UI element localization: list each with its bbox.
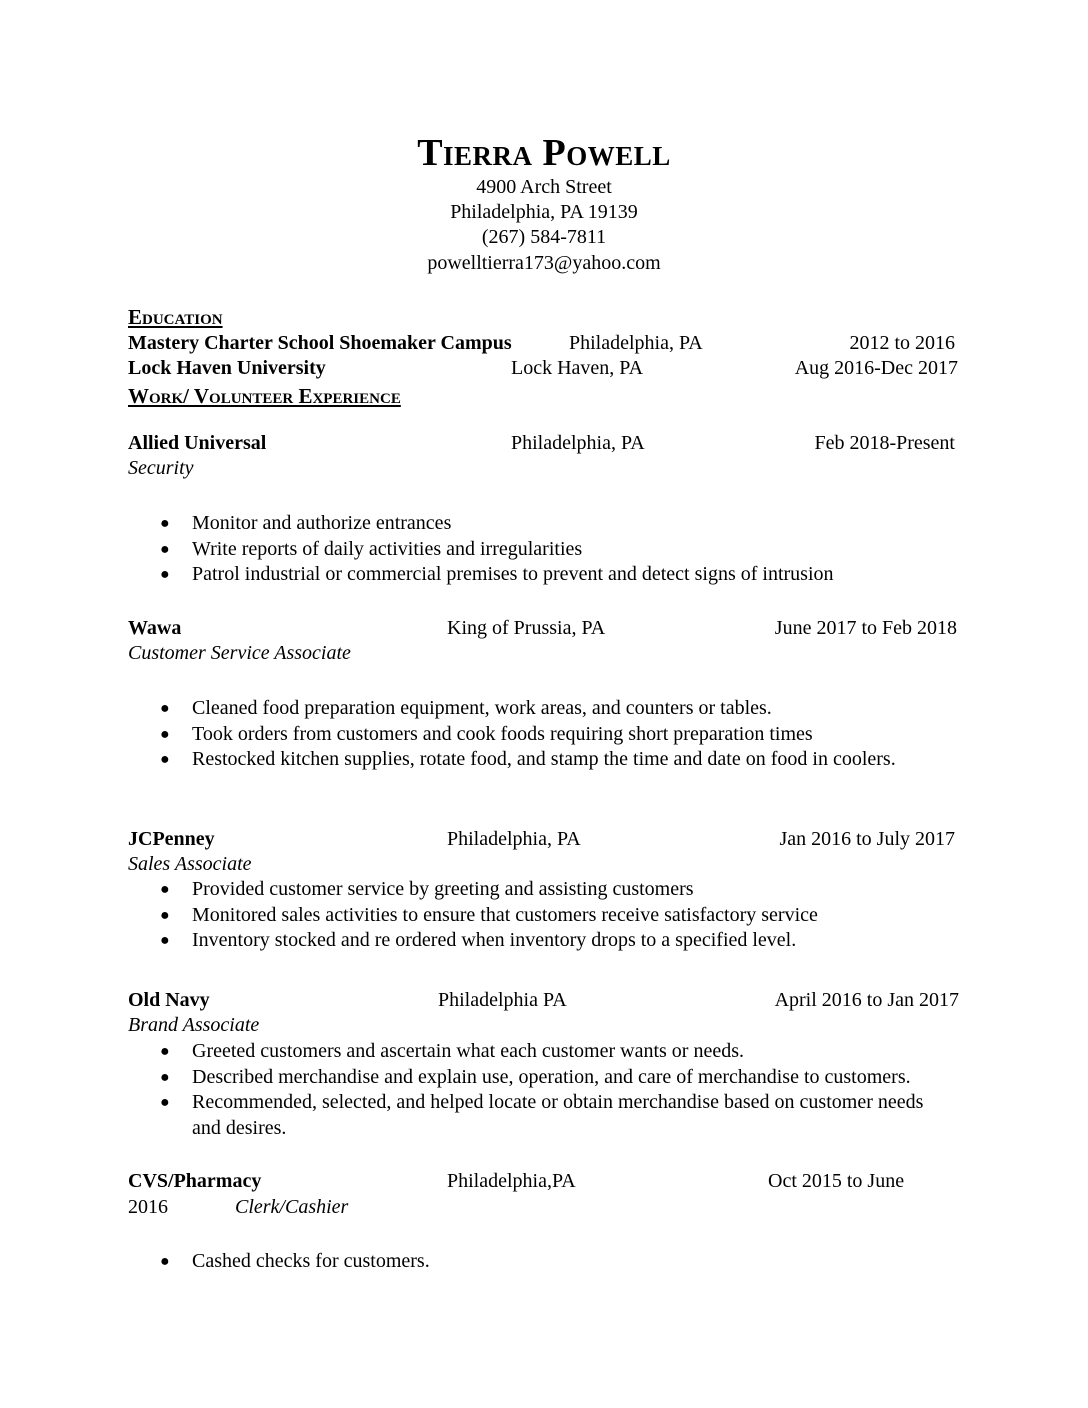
job-employer: Allied Universal — [128, 432, 267, 454]
job-dates: June 2017 to Feb 2018 — [774, 617, 957, 639]
bullet-icon: ● — [160, 932, 170, 949]
job-dates: April 2016 to Jan 2017 — [774, 989, 959, 1011]
phone-line: (267) 584-7811 — [481, 226, 607, 248]
list-item: ● Patrol industrial or commercial premises to prevent and detect signs of intrusion — [160, 562, 834, 588]
job-location: Philadelphia,PA — [447, 1170, 576, 1192]
job-bullets — [160, 511, 834, 588]
list-item: ● Greeted customers and ascertain what each customer wants or needs. — [160, 1039, 932, 1065]
list-item: ● Took orders from customers and cook foods requiring short preparation times — [160, 722, 896, 748]
job-bullets — [160, 1249, 430, 1275]
bullet-icon: ● — [160, 725, 170, 743]
job-location: Philadelphia, PA — [447, 828, 581, 850]
education-dates: Aug 2016-Dec 2017 — [794, 357, 958, 379]
job-dates: Feb 2018-Present — [814, 432, 955, 454]
bullet-icon: ● — [160, 1043, 170, 1060]
job-location: King of Prussia, PA — [447, 617, 606, 639]
list-item: ● Write reports of daily activities and irregularities — [160, 537, 834, 563]
bullet-icon: ● — [160, 751, 170, 768]
job-location: Philadelphia, PA — [511, 432, 645, 454]
job-location: Philadelphia PA — [438, 989, 567, 1011]
job-role: Sales Associate — [128, 853, 252, 875]
list-item: ● Restocked kitchen supplies, rotate food, and stamp the time and date on food in coolers. — [160, 747, 896, 773]
job-role: Customer Service Associate — [128, 642, 351, 664]
job-role: Security — [128, 457, 194, 479]
bullet-icon: ● — [160, 566, 170, 583]
list-item: ● Cleaned food preparation equipment, work areas, and counters or tables. — [160, 696, 896, 722]
list-item: ● Inventory stocked and re ordered when inventory drops to a specified level. — [160, 928, 818, 954]
list-item: ● Monitored sales activities to ensure that customers receive satisfactory service — [160, 903, 818, 929]
job-employer: Wawa — [128, 617, 182, 639]
list-item: ● Described merchandise and explain use, operation, and care of merchandise to customers. — [160, 1065, 932, 1091]
city-line: Philadelphia, PA 19139 — [450, 201, 638, 223]
bullet-icon: ● — [160, 881, 170, 898]
experience-heading: Work/ Volunteer Experience — [128, 384, 401, 408]
education-location: Philadelphia, PA — [569, 332, 703, 354]
bullet-icon: ● — [160, 1253, 170, 1270]
candidate-name: Tierra Powell — [417, 132, 671, 174]
job-dates: Jan 2016 to July 2017 — [779, 828, 955, 850]
bullet-icon: ● — [160, 1068, 170, 1086]
address-line: 4900 Arch Street — [476, 176, 612, 198]
bullet-icon: ● — [160, 1094, 170, 1111]
education-location: Lock Haven, PA — [511, 357, 644, 379]
bullet-icon: ● — [160, 540, 170, 558]
email-line: powelltierra173@yahoo.com — [427, 252, 661, 274]
job-employer: Old Navy — [128, 989, 210, 1011]
job-employer: JCPenney — [128, 828, 215, 850]
bullet-icon: ● — [160, 906, 170, 924]
bullet-icon: ● — [160, 515, 170, 532]
education-heading: Education — [128, 305, 223, 329]
education-school: Mastery Charter School Shoemaker Campus — [128, 332, 512, 354]
job-role: Clerk/Cashier — [235, 1196, 349, 1218]
job-bullets — [160, 877, 818, 954]
job-dates: Oct 2015 to June — [768, 1170, 905, 1192]
job-employer: CVS/Pharmacy — [128, 1170, 262, 1192]
education-dates: 2012 to 2016 — [849, 332, 955, 354]
list-item: ● Monitor and authorize entrances — [160, 511, 834, 537]
job-role: Brand Associate — [128, 1014, 260, 1036]
list-item: ● Cashed checks for customers. — [160, 1249, 430, 1275]
list-item: ● Provided customer service by greeting and assisting customers — [160, 877, 818, 903]
job-dates-continued: 2016 — [128, 1196, 168, 1218]
job-bullets — [160, 696, 896, 773]
education-school: Lock Haven University — [128, 357, 326, 379]
bullet-icon: ● — [160, 700, 170, 717]
job-bullets — [160, 1039, 932, 1141]
list-item: ● Recommended, selected, and helped locate or obtain merchandise based on customer needs and desires. — [160, 1091, 924, 1139]
